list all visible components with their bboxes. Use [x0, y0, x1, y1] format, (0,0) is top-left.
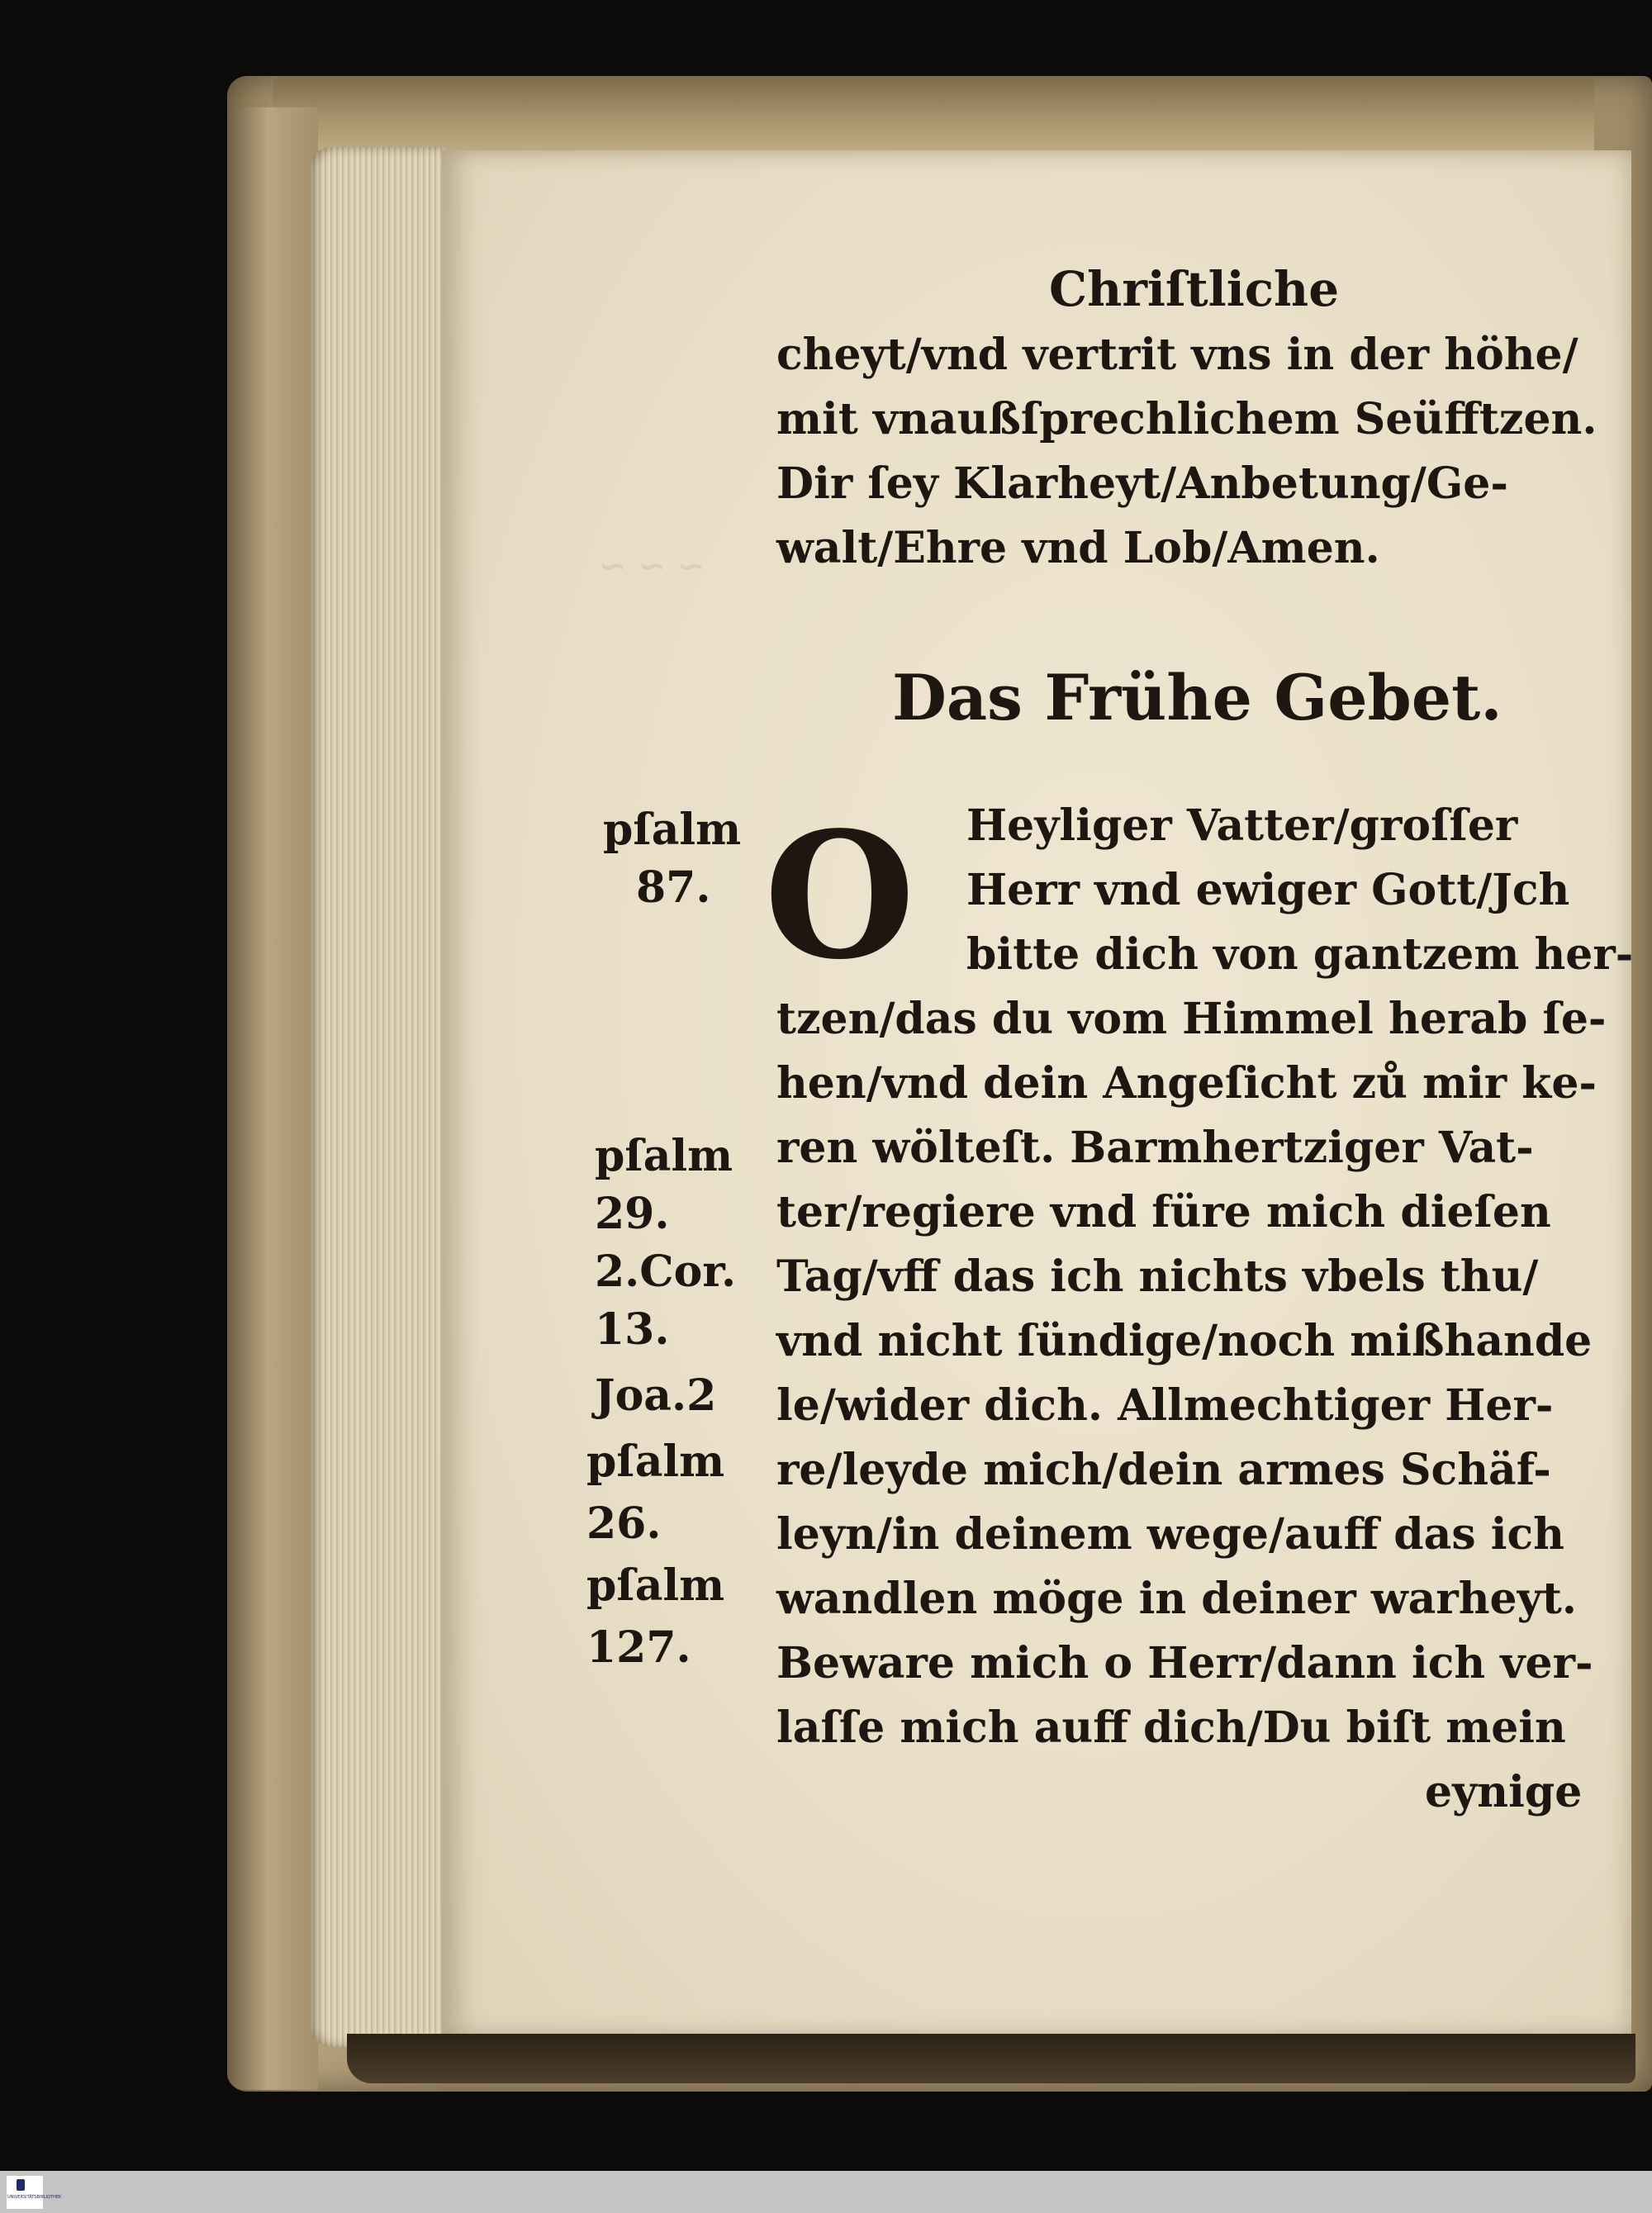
text-line: wandlen möge in deiner warheyt. [776, 1574, 1577, 1624]
text-line: tzen/das du vom Himmel herab ſe- [776, 994, 1607, 1044]
text-line: ter/regiere vnd füre mich dieſen [776, 1187, 1551, 1237]
margin-reference: 2.Cor. [595, 1247, 737, 1297]
text-line: bitte dich von gantzem her- [966, 929, 1634, 980]
text-line: re/leyde mich/dein armes Schäf- [776, 1445, 1551, 1495]
text-line: leyn/in deinem wege/auff das ich [776, 1509, 1564, 1560]
decorated-initial: O [764, 794, 915, 998]
text-line: Tag/vff das ich nichts vbels thu/ [776, 1251, 1539, 1302]
text-line: ren wölteſt. Barmhertziger Vat- [776, 1123, 1534, 1173]
page-edges [310, 147, 446, 2047]
text-line: Dir ſey Klarheyt/Anbetung/Ge- [776, 458, 1508, 509]
book-cover-top-edge [273, 76, 1594, 150]
margin-reference: 29. [595, 1189, 670, 1239]
library-logo [7, 2176, 62, 2209]
text-line: vnd nicht ſündige/noch mißhande [776, 1316, 1593, 1366]
text-line: le/wider dich. Allmechtiger Her- [776, 1380, 1554, 1431]
margin-reference: pſalm [586, 1560, 725, 1611]
text-line: Beware mich o Herr/dann ich ver- [776, 1638, 1593, 1688]
library-logo-icon [17, 2179, 25, 2191]
margin-reference: 87. [636, 862, 711, 913]
text-line: laſſe mich auff dich/Du biſt mein [776, 1702, 1566, 1753]
margin-reference: pſalm [586, 1437, 725, 1487]
book-spine [227, 107, 318, 2090]
margin-reference: Joa.2 [595, 1370, 717, 1421]
catchword: eynige [1425, 1767, 1583, 1817]
margin-reference: 13. [595, 1304, 670, 1355]
bleed-through-marks: ~ ~ ~ [599, 547, 705, 586]
text-line: mit vnaußſprechlichem Seüfftzen. [776, 394, 1597, 444]
running-head: Chriſtliche [1049, 261, 1340, 317]
book-bottom-edge [347, 2034, 1635, 2083]
margin-reference: 26. [586, 1498, 662, 1549]
margin-reference: pſalm [603, 805, 742, 855]
text-line: walt/Ehre vnd Lob/Amen. [776, 523, 1380, 573]
section-title: Das Frühe Gebet. [892, 661, 1502, 734]
text-line: hen/vnd dein Angeſicht zů mir ke- [776, 1058, 1597, 1109]
margin-reference: pſalm [595, 1131, 733, 1181]
viewer-footer-bar [0, 2171, 1652, 2213]
text-line: Heyliger Vatter/groſſer [966, 800, 1518, 851]
text-line: cheyt/vnd vertrit vns in der höhe/ [776, 330, 1578, 380]
library-logo-text: UNIVERSITÄTSBIBLIOTHEK [7, 2195, 62, 2200]
text-line: Herr vnd ewiger Gott/Jch [966, 865, 1570, 915]
margin-reference: 127. [586, 1622, 691, 1673]
